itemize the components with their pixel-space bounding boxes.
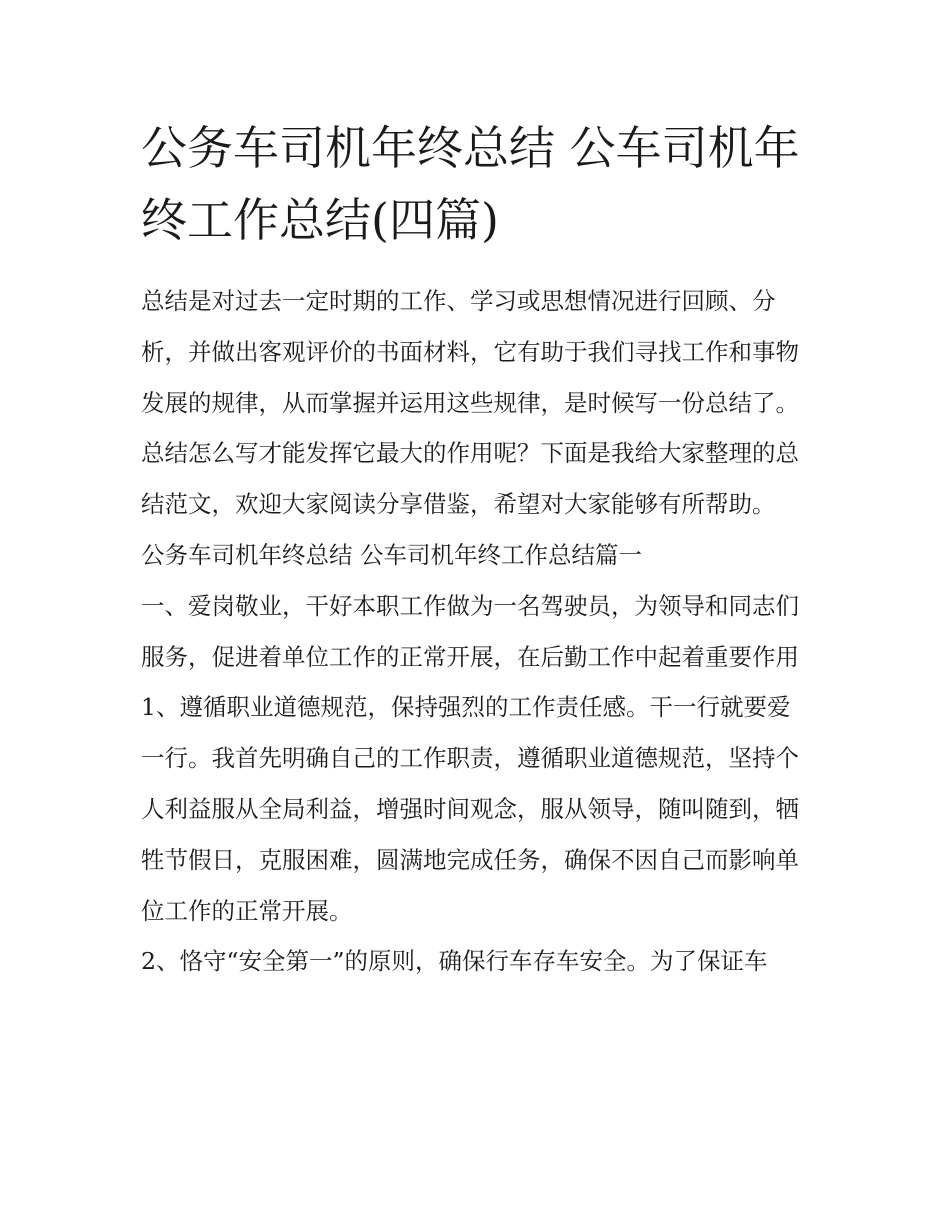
document-page	[141, 112, 813, 987]
document-title: 公务车司机年终总结 公车司机年终工作总结(四篇)	[141, 121, 800, 247]
paragraph-intro: 总结是对过去一定时期的工作、学习或思想情况进行回顾、分析，并做出客观评价的书面材料，它有助于我们寻找工作和事物发展的规律，从而掌握并运用这些规律，是时候写一份总结了。总结怎么写才能发挥它最大的作用呢？下面是我给大家整理的总结范文，欢迎大家阅读分享借鉴，希望对大家能够有所帮助。	[141, 287, 799, 519]
paragraph-section-heading: 公务车司机年终总结 公车司机年终工作总结篇一	[141, 540, 642, 569]
paragraph-item-2: 2、恪守“安全第一”的原则，确保行车存车安全。为了保证车	[141, 947, 768, 976]
paragraph-point-one: 一、爱岗敬业，干好本职工作做为一名驾驶员，为领导和同志们服务，促进着单位工作的正常开展，在后勤工作中起着重要作用	[141, 591, 799, 671]
paragraph-item-1: 1、遵循职业道德规范，保持强烈的工作责任感。干一行就要爱一行。我首先明确自己的工作职责，遵循职业道德规范，坚持个人利益服从全局利益，增强时间观念，服从领导，随叫随到，牺牲节假日，克服困难，圆满地完成任务，确保不因自己而影响单位工作的正常开展。	[141, 693, 799, 925]
